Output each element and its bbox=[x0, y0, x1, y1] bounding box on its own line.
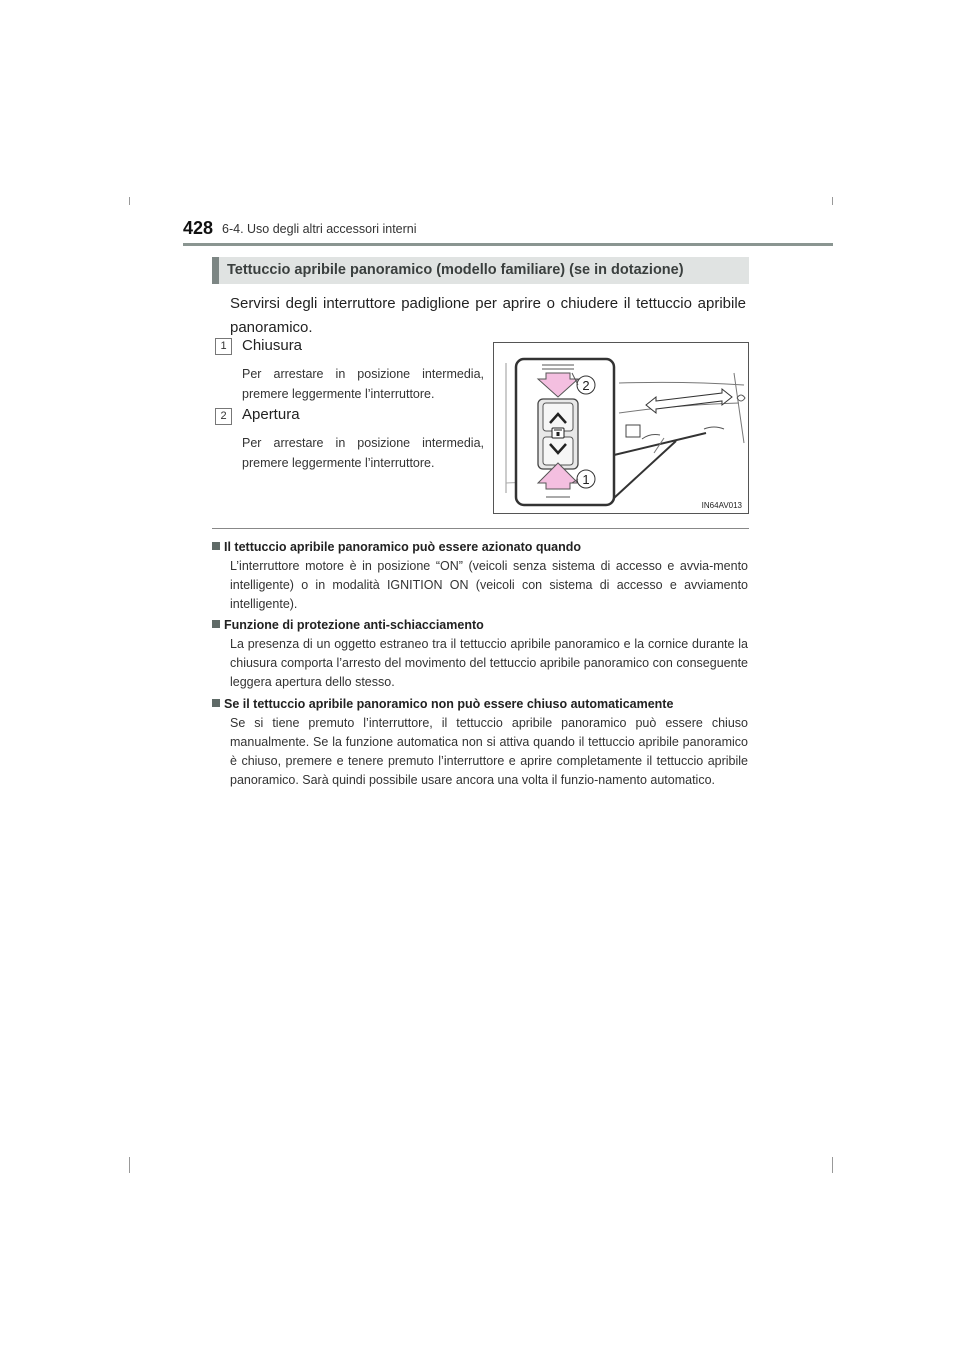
item-desc-apertura: Per arrestare in posizione intermedia, premere leggermente l’interruttore. bbox=[242, 436, 484, 470]
bullet-square-icon bbox=[212, 542, 220, 550]
note-operation bbox=[212, 540, 748, 614]
section-title: Tettuccio apribile panoramico (modello familiare) (se in dotazione) bbox=[227, 262, 684, 278]
section-title-bar bbox=[212, 257, 749, 284]
item-title-chiusura: Chiusura bbox=[242, 337, 303, 354]
roof-switch-illustration bbox=[494, 343, 748, 513]
page-number: 428 bbox=[183, 218, 214, 238]
title-accent bbox=[212, 257, 219, 284]
notes-separator bbox=[212, 528, 749, 529]
section-label: 6-4. Uso degli altri accessori interni bbox=[222, 222, 417, 236]
note-title: Funzione di protezione anti-schiacciamento bbox=[224, 618, 484, 632]
note-title: Se il tettuccio apribile panoramico non può essere chiuso automaticamente bbox=[224, 697, 674, 711]
note-title: Il tettuccio apribile panoramico può essere azionato quando bbox=[224, 540, 582, 554]
header-rule bbox=[183, 243, 833, 246]
crop-mark bbox=[832, 1157, 833, 1173]
crop-mark bbox=[832, 197, 833, 205]
item-number-1: 1 bbox=[215, 338, 232, 355]
note-body: L’interruttore motore è in posizione “ON” (veicoli senza sistema di accesso e avvia-mento intelligente) o in modalità IGNITION ON (veicoli con sistema di accesso e avviamento intelligente). bbox=[230, 559, 748, 611]
note-manual-close bbox=[212, 697, 748, 790]
bullet-square-icon bbox=[212, 699, 220, 707]
double-arrow-icon bbox=[646, 389, 732, 413]
callout-1-label: 1 bbox=[582, 472, 590, 487]
bullet-square-icon bbox=[212, 620, 220, 628]
note-body: Se si tiene premuto l’interruttore, il tettuccio apribile panoramico può essere chiuso manualmente. Se la funzione automatica non si attiva quando il tettuccio apribile panoramico è chiuso, premere e tenere premuto l’interruttore e aprire completamente il tettuccio apribile panoramico. Sarà quindi possibile usare ancora una volta il funzio-namento automatico. bbox=[230, 716, 748, 787]
intro-paragraph: Servirsi degli interruttore padiglione per aprire o chiudere il tettuccio apribile panoramico. bbox=[230, 295, 746, 336]
crop-mark bbox=[129, 1157, 130, 1173]
item-number-2: 2 bbox=[215, 408, 232, 425]
roof-switch-figure bbox=[493, 342, 749, 514]
item-desc-chiusura: Per arrestare in posizione intermedia, premere leggermente l’interruttore. bbox=[242, 367, 484, 401]
note-body: La presenza di un oggetto estraneo tra il tettuccio apribile panoramico e la cornice durante la chiusura comporta l’arresto del movimento del tettuccio apribile panoramico con conseguente leggera apertura dello stesso. bbox=[230, 637, 748, 689]
item-title-apertura: Apertura bbox=[242, 406, 300, 423]
callout-2-label: 2 bbox=[582, 378, 590, 393]
note-anti-pinch bbox=[212, 618, 748, 692]
figure-code: IN64AV013 bbox=[701, 501, 742, 510]
callout-leader bbox=[614, 441, 676, 498]
crop-mark bbox=[129, 197, 130, 205]
